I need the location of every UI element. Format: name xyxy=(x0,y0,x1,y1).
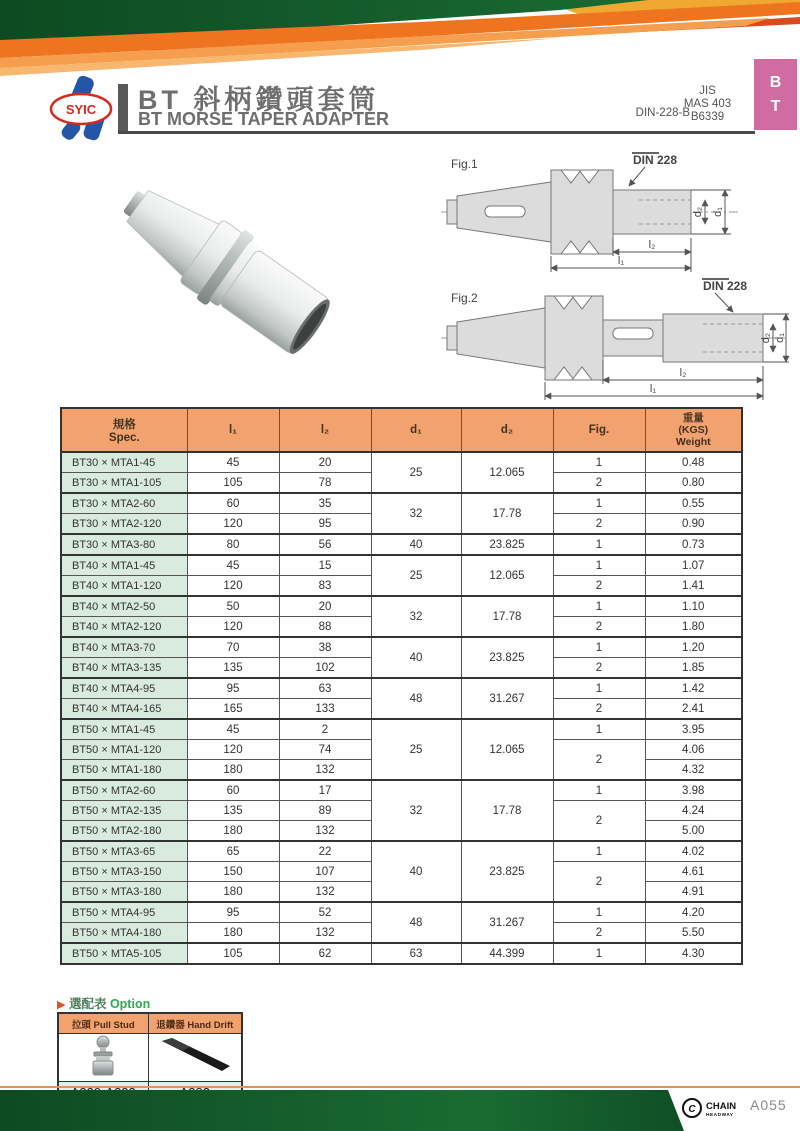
l1-cell: 45 xyxy=(187,719,279,740)
spec-cell: BT40 × MTA3-135 xyxy=(61,658,187,679)
figure-2-dim-d1: d₁ xyxy=(774,333,786,343)
weight-cell: 4.06 xyxy=(645,740,742,760)
spec-cell: BT50 × MTA1-120 xyxy=(61,740,187,760)
fig-cell: 2 xyxy=(553,576,645,597)
d1-cell: 48 xyxy=(371,678,461,719)
figure-2-dim-l1: l₁ xyxy=(649,383,657,395)
weight-cell: 3.98 xyxy=(645,780,742,801)
table-row xyxy=(61,493,742,514)
weight-cell: 1.80 xyxy=(645,617,742,638)
syic-logo-text: SYIC xyxy=(65,102,97,117)
l1-cell: 135 xyxy=(187,801,279,821)
d2-cell: 17.78 xyxy=(461,596,553,637)
l2-cell: 22 xyxy=(279,841,371,862)
spec-cell: BT30 × MTA1-105 xyxy=(61,473,187,494)
col-header-weight-zh: 重量 xyxy=(682,412,704,424)
l1-cell: 135 xyxy=(187,658,279,679)
weight-cell: 1.41 xyxy=(645,576,742,597)
l1-cell: 60 xyxy=(187,493,279,514)
l1-cell: 150 xyxy=(187,862,279,882)
footer-accent-line xyxy=(0,1086,800,1088)
l1-cell: 120 xyxy=(187,514,279,535)
d1-cell: 40 xyxy=(371,534,461,555)
weight-cell: 4.30 xyxy=(645,943,742,964)
d2-cell: 12.065 xyxy=(461,452,553,493)
d1-cell: 25 xyxy=(371,555,461,596)
d1-cell: 40 xyxy=(371,637,461,678)
d1-cell: 63 xyxy=(371,943,461,964)
l2-cell: 2 xyxy=(279,719,371,740)
l2-cell: 17 xyxy=(279,780,371,801)
chain-headway-logo xyxy=(682,1096,748,1122)
standards-list xyxy=(665,85,750,124)
tab-letter-b: B xyxy=(769,73,782,91)
l2-cell: 95 xyxy=(279,514,371,535)
fig-cell: 2 xyxy=(553,801,645,842)
l1-cell: 95 xyxy=(187,902,279,923)
weight-cell: 4.02 xyxy=(645,841,742,862)
spec-cell: BT50 × MTA3-180 xyxy=(61,882,187,903)
l2-cell: 78 xyxy=(279,473,371,494)
l2-cell: 35 xyxy=(279,493,371,514)
weight-cell: 4.91 xyxy=(645,882,742,903)
l1-cell: 60 xyxy=(187,780,279,801)
spec-cell: BT50 × MTA4-180 xyxy=(61,923,187,944)
spec-cell: BT30 × MTA2-120 xyxy=(61,514,187,535)
weight-cell: 0.73 xyxy=(645,534,742,555)
fig-cell: 2 xyxy=(553,473,645,494)
d2-cell: 17.78 xyxy=(461,780,553,841)
d2-cell: 23.825 xyxy=(461,841,553,902)
spec-cell: BT40 × MTA4-165 xyxy=(61,699,187,720)
col-header-d1: d₁ xyxy=(371,408,461,452)
weight-cell: 0.90 xyxy=(645,514,742,535)
weight-cell: 0.55 xyxy=(645,493,742,514)
table-row xyxy=(61,452,742,473)
table-row xyxy=(61,596,742,617)
fig-cell: 1 xyxy=(553,493,645,514)
weight-cell: 1.20 xyxy=(645,637,742,658)
d1-cell: 40 xyxy=(371,841,461,902)
spec-cell: BT50 × MTA2-135 xyxy=(61,801,187,821)
option-title-zh: 選配表 xyxy=(68,997,107,1011)
l1-cell: 120 xyxy=(187,576,279,597)
l2-cell: 20 xyxy=(279,596,371,617)
figure-1-drawing xyxy=(433,150,793,278)
col-header-l1: l₁ xyxy=(187,408,279,452)
syic-logo xyxy=(44,74,124,146)
l1-cell: 80 xyxy=(187,534,279,555)
l2-cell: 132 xyxy=(279,882,371,903)
figure-2-dim-d2: d₂ xyxy=(760,332,772,344)
spec-cell: BT50 × MTA5-105 xyxy=(61,943,187,964)
l1-cell: 120 xyxy=(187,740,279,760)
col-header-weight-kgs: (KGS) xyxy=(678,424,709,436)
fig-cell: 1 xyxy=(553,841,645,862)
l1-cell: 45 xyxy=(187,555,279,576)
table-row xyxy=(61,719,742,740)
l2-cell: 132 xyxy=(279,821,371,842)
fig-cell: 1 xyxy=(553,902,645,923)
l1-cell: 180 xyxy=(187,923,279,944)
standard-b6339: B6339 xyxy=(690,111,725,123)
l2-cell: 52 xyxy=(279,902,371,923)
spec-cell: BT40 × MTA3-70 xyxy=(61,637,187,658)
fig-cell: 1 xyxy=(553,534,645,555)
col-header-spec xyxy=(61,408,187,452)
l1-cell: 180 xyxy=(187,760,279,781)
weight-cell: 2.41 xyxy=(645,699,742,720)
figure-1-din-label: DIN 228 xyxy=(633,153,678,167)
spec-cell: BT50 × MTA1-180 xyxy=(61,760,187,781)
col-header-spec-zh: 規格 xyxy=(112,419,136,431)
weight-cell: 4.24 xyxy=(645,801,742,821)
table-row xyxy=(61,637,742,658)
col-header-spec-en: Spec. xyxy=(108,432,140,444)
fig-cell: 2 xyxy=(553,699,645,720)
l2-cell: 38 xyxy=(279,637,371,658)
d1-cell: 25 xyxy=(371,452,461,493)
chain-logo-line2: HEADWAY xyxy=(706,1113,734,1118)
fig-cell: 1 xyxy=(553,452,645,473)
standard-mas: MAS 403 xyxy=(683,98,732,110)
l2-cell: 107 xyxy=(279,862,371,882)
standard-jis: JIS xyxy=(699,85,716,97)
spec-cell: BT40 × MTA2-120 xyxy=(61,617,187,638)
col-header-fig: Fig. xyxy=(553,408,645,452)
fig-cell: 1 xyxy=(553,780,645,801)
spec-table xyxy=(60,407,743,965)
l1-cell: 105 xyxy=(187,943,279,964)
table-row xyxy=(61,780,742,801)
chain-logo-line1: CHAIN xyxy=(706,1101,737,1112)
fig-cell: 1 xyxy=(553,943,645,964)
l2-cell: 88 xyxy=(279,617,371,638)
spec-cell: BT50 × MTA1-45 xyxy=(61,719,187,740)
d1-cell: 25 xyxy=(371,719,461,780)
weight-cell: 0.48 xyxy=(645,452,742,473)
d2-cell: 12.065 xyxy=(461,719,553,780)
spec-cell: BT50 × MTA4-95 xyxy=(61,902,187,923)
col-header-d2: d₂ xyxy=(461,408,553,452)
col-header-l2: l₂ xyxy=(279,408,371,452)
fig-cell: 2 xyxy=(553,617,645,638)
spec-cell: BT40 × MTA1-45 xyxy=(61,555,187,576)
spec-cell: BT40 × MTA4-95 xyxy=(61,678,187,699)
tab-letter-t: T xyxy=(770,97,781,115)
spec-cell: BT30 × MTA2-60 xyxy=(61,493,187,514)
fig-cell: 2 xyxy=(553,514,645,535)
fig-cell: 1 xyxy=(553,637,645,658)
col-header-weight xyxy=(645,408,742,452)
spec-cell: BT50 × MTA3-65 xyxy=(61,841,187,862)
l1-cell: 105 xyxy=(187,473,279,494)
col-header-weight-en: Weight xyxy=(675,436,711,448)
l1-cell: 50 xyxy=(187,596,279,617)
fig-cell: 1 xyxy=(553,555,645,576)
figure-2-din-label: DIN 228 xyxy=(703,279,748,293)
weight-cell: 3.95 xyxy=(645,719,742,740)
fig-cell: 2 xyxy=(553,658,645,679)
d2-cell: 44.399 xyxy=(461,943,553,964)
d1-cell: 32 xyxy=(371,493,461,534)
din-standard-label: DIN-228-B xyxy=(635,107,690,119)
header-rule xyxy=(118,131,755,134)
page-number: A055 xyxy=(750,1097,787,1113)
l2-cell: 102 xyxy=(279,658,371,679)
l2-cell: 62 xyxy=(279,943,371,964)
option-col-hand-drift: 退鑽器 Hand Drift xyxy=(148,1013,242,1034)
l1-cell: 120 xyxy=(187,617,279,638)
l2-cell: 63 xyxy=(279,678,371,699)
option-title-en: Option xyxy=(109,997,151,1011)
table-row xyxy=(61,841,742,862)
spec-cell: BT50 × MTA2-180 xyxy=(61,821,187,842)
figure-2-dim-l2: l₂ xyxy=(679,367,687,379)
product-photo xyxy=(98,150,353,395)
d2-cell: 31.267 xyxy=(461,902,553,943)
spec-cell: BT30 × MTA3-80 xyxy=(61,534,187,555)
figure-1-dim-l1: l₁ xyxy=(617,255,625,267)
d2-cell: 17.78 xyxy=(461,493,553,534)
d1-cell: 48 xyxy=(371,902,461,943)
l2-cell: 74 xyxy=(279,740,371,760)
figure-1-dim-l2: l₂ xyxy=(648,239,656,251)
weight-cell: 1.85 xyxy=(645,658,742,679)
table-row xyxy=(61,678,742,699)
fig-cell: 2 xyxy=(553,740,645,781)
weight-cell: 4.32 xyxy=(645,760,742,781)
l1-cell: 180 xyxy=(187,882,279,903)
spec-cell: BT40 × MTA1-120 xyxy=(61,576,187,597)
d2-cell: 23.825 xyxy=(461,637,553,678)
table-row xyxy=(61,902,742,923)
fig-cell: 1 xyxy=(553,678,645,699)
fig-cell: 2 xyxy=(553,923,645,944)
fig-cell: 2 xyxy=(553,862,645,903)
l2-cell: 83 xyxy=(279,576,371,597)
spec-table-body xyxy=(61,452,742,964)
l1-cell: 180 xyxy=(187,821,279,842)
l2-cell: 89 xyxy=(279,801,371,821)
pull-stud-image xyxy=(58,1034,148,1082)
spec-cell: BT50 × MTA2-60 xyxy=(61,780,187,801)
d2-cell: 31.267 xyxy=(461,678,553,719)
d1-cell: 32 xyxy=(371,596,461,637)
weight-cell: 5.50 xyxy=(645,923,742,944)
figure-1-dim-d1: d₁ xyxy=(712,207,724,217)
section-tab-bt xyxy=(754,59,797,130)
l2-cell: 56 xyxy=(279,534,371,555)
weight-cell: 0.80 xyxy=(645,473,742,494)
l1-cell: 95 xyxy=(187,678,279,699)
d1-cell: 32 xyxy=(371,780,461,841)
spec-cell: BT40 × MTA2-50 xyxy=(61,596,187,617)
hand-drift-image xyxy=(148,1034,242,1082)
option-col-pull-stud: 拉頭 Pull Stud xyxy=(58,1013,148,1034)
l2-cell: 20 xyxy=(279,452,371,473)
weight-cell: 1.07 xyxy=(645,555,742,576)
page-title: BT 斜柄鑽頭套筒 xyxy=(138,85,380,115)
weight-cell: 1.10 xyxy=(645,596,742,617)
l2-cell: 15 xyxy=(279,555,371,576)
l1-cell: 165 xyxy=(187,699,279,720)
l1-cell: 45 xyxy=(187,452,279,473)
l2-cell: 132 xyxy=(279,760,371,781)
weight-cell: 4.20 xyxy=(645,902,742,923)
fig-cell: 1 xyxy=(553,596,645,617)
weight-cell: 5.00 xyxy=(645,821,742,842)
option-arrow-icon: ▶ xyxy=(57,999,66,1011)
figure-1-dim-d2: d₂ xyxy=(692,206,704,218)
l1-cell: 65 xyxy=(187,841,279,862)
d2-cell: 23.825 xyxy=(461,534,553,555)
table-row xyxy=(61,534,742,555)
figure-2-label: Fig.2 xyxy=(451,291,478,305)
spec-cell: BT50 × MTA3-150 xyxy=(61,862,187,882)
spec-cell: BT30 × MTA1-45 xyxy=(61,452,187,473)
table-row xyxy=(61,555,742,576)
page-subtitle: BT MORSE TAPER ADAPTER xyxy=(138,109,390,129)
l1-cell: 70 xyxy=(187,637,279,658)
figure-2-drawing xyxy=(433,276,793,406)
d2-cell: 12.065 xyxy=(461,555,553,596)
l2-cell: 133 xyxy=(279,699,371,720)
option-section-title xyxy=(57,994,150,1012)
table-row xyxy=(61,943,742,964)
l2-cell: 132 xyxy=(279,923,371,944)
spec-table-header xyxy=(61,408,742,452)
title-accent-bar xyxy=(118,84,128,134)
fig-cell: 1 xyxy=(553,719,645,740)
footer-band xyxy=(0,1090,800,1131)
chain-logo-monogram: C xyxy=(688,1104,696,1115)
weight-cell: 4.61 xyxy=(645,862,742,882)
figure-1-label: Fig.1 xyxy=(451,157,478,171)
weight-cell: 1.42 xyxy=(645,678,742,699)
